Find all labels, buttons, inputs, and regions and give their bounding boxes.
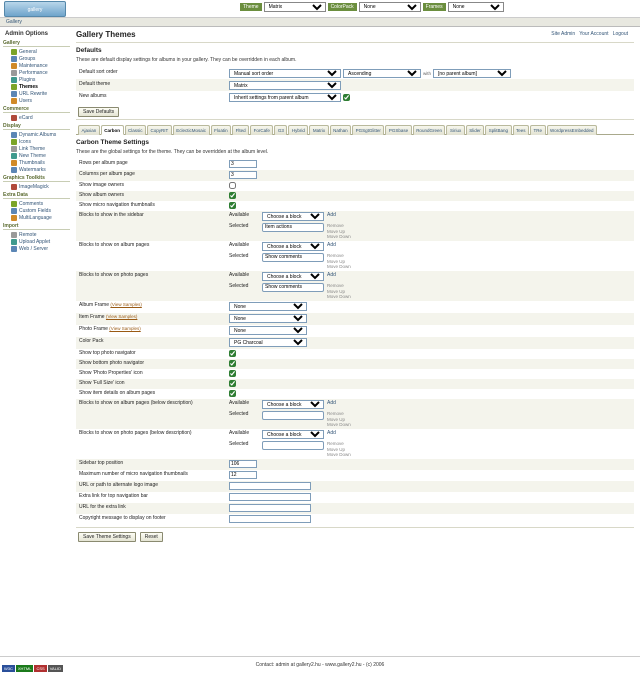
top-theme-controls bbox=[240, 2, 504, 12]
sidebar-top-position-input[interactable] bbox=[229, 460, 257, 468]
show-top-photo-nav-label: Show top photo navigator bbox=[79, 350, 136, 356]
tab-ajaxian[interactable]: Ajaxian bbox=[78, 125, 100, 135]
available-label: Available bbox=[229, 400, 250, 406]
photo-frame-select[interactable] bbox=[229, 326, 307, 335]
album-blocks-move-down-button[interactable]: Move Down bbox=[327, 264, 351, 269]
sidebar-item-label: Upload Applet bbox=[19, 238, 51, 245]
album-blocks-add-button[interactable]: Add bbox=[327, 242, 336, 248]
show-micro-nav-checkbox[interactable] bbox=[229, 202, 236, 209]
copyright-message-label: Copyright message to display on footer bbox=[79, 515, 166, 521]
sidebar-item-imagemagick[interactable] bbox=[9, 183, 70, 190]
sidebar-item-plugins[interactable] bbox=[9, 76, 70, 83]
available-label: Available bbox=[229, 430, 250, 436]
theme-switch-label: Theme bbox=[240, 3, 262, 11]
tab-slider[interactable]: Slider bbox=[466, 125, 485, 135]
sidebar-item-users[interactable] bbox=[9, 97, 70, 104]
album-below-add-button[interactable]: Add bbox=[327, 400, 336, 406]
tab-pgsgtglitter[interactable]: PGSgtGlitter bbox=[352, 125, 384, 135]
gallery-logo[interactable]: gallery bbox=[4, 1, 66, 17]
album-frame-label: Album Frame bbox=[79, 302, 110, 308]
photo-blocks-remove-button[interactable]: Remove bbox=[327, 283, 344, 288]
sidebar-item-label: Link Theme bbox=[19, 145, 46, 152]
tab-tre[interactable]: TRe bbox=[530, 125, 546, 135]
table-row bbox=[76, 211, 634, 241]
sidebar-item-label: eCard bbox=[19, 114, 33, 121]
tab-floatin[interactable]: Floatin bbox=[211, 125, 232, 135]
xhtml-badge[interactable]: XHTML bbox=[17, 666, 32, 671]
photo-blocks-available-select[interactable] bbox=[262, 272, 324, 281]
selected-label: Selected bbox=[229, 223, 249, 229]
table-row bbox=[76, 67, 634, 79]
new-albums-select[interactable] bbox=[229, 93, 341, 102]
user-icon bbox=[11, 98, 17, 104]
table-row bbox=[76, 470, 634, 481]
table-row bbox=[76, 191, 634, 201]
available-label: Available bbox=[229, 272, 250, 278]
watermark-icon bbox=[11, 167, 17, 173]
sidebar-group-extra-data bbox=[3, 192, 70, 221]
album-icon bbox=[11, 132, 17, 138]
sidebar-item-thumbnails[interactable] bbox=[9, 159, 70, 166]
photo-blocks-label: Blocks to show on photo pages bbox=[76, 271, 226, 301]
title-divider bbox=[76, 42, 634, 43]
remote-icon bbox=[11, 232, 17, 238]
sidebar-blocks-label: Blocks to show in the sidebar bbox=[76, 211, 226, 241]
table-row bbox=[76, 481, 634, 492]
sidebar-item-label: New Theme bbox=[19, 152, 46, 159]
new-theme-icon bbox=[11, 153, 17, 159]
sidebar-item-label: Comments bbox=[19, 200, 44, 207]
sidebar-item-label: Dynamic Albums bbox=[19, 131, 57, 138]
table-row bbox=[76, 492, 634, 503]
sidebar-item-url-rewrite[interactable] bbox=[9, 90, 70, 97]
album-blocks-selected-list[interactable] bbox=[262, 253, 324, 262]
defaults-form bbox=[76, 67, 634, 103]
sidebar-item-label: General bbox=[19, 48, 37, 55]
sidebar-blocks-move-down-button[interactable]: Move Down bbox=[327, 234, 351, 239]
album-blocks-available-select[interactable] bbox=[262, 242, 324, 251]
link-theme-icon bbox=[11, 146, 17, 152]
table-row bbox=[76, 313, 634, 325]
table-row bbox=[76, 399, 634, 429]
frames-switch-label: Frames bbox=[423, 3, 446, 11]
save-theme-settings-button[interactable]: Save Theme Settings bbox=[78, 532, 136, 542]
selected-label: Selected bbox=[229, 253, 249, 259]
album-blocks-remove-button[interactable]: Remove bbox=[327, 253, 344, 258]
photo-below-move-up-button[interactable]: Move Up bbox=[327, 446, 346, 452]
photo-frame-view-samples-link[interactable]: (View Samples) bbox=[109, 326, 141, 331]
table-row bbox=[76, 91, 634, 103]
theme-settings-heading: Carbon Theme Settings bbox=[76, 138, 149, 146]
sidebar-item-label: Maintenance bbox=[19, 62, 48, 69]
colorpack-switch-label: ColorPack bbox=[328, 3, 357, 11]
footer-text: Contact: admin at gallery2.hu - www.gallery2.hu - (c) 2006 bbox=[255, 662, 385, 668]
sidebar-item-label: Themes bbox=[19, 83, 38, 90]
show-photo-properties-checkbox[interactable] bbox=[229, 370, 236, 377]
thumbnail-icon bbox=[11, 160, 17, 166]
sidebar-item-dynamic-albums[interactable] bbox=[9, 131, 70, 138]
sidebar-item-label: ImageMagick bbox=[19, 183, 49, 190]
table-row bbox=[76, 359, 634, 369]
show-top-photo-nav-checkbox[interactable] bbox=[229, 350, 236, 357]
tab-pgsbase[interactable]: PGSbase bbox=[385, 125, 411, 135]
photo-blocks-move-up-button[interactable]: Move Up bbox=[327, 288, 346, 294]
sidebar-item-general[interactable] bbox=[9, 48, 70, 55]
theme-tabs bbox=[76, 124, 634, 135]
extra-link-input[interactable] bbox=[229, 493, 311, 501]
sidebar-group-graphics-toolkits bbox=[3, 175, 70, 190]
table-row bbox=[76, 503, 634, 514]
card-icon bbox=[11, 115, 17, 121]
album-below-move-up-button[interactable]: Move Up bbox=[327, 416, 346, 422]
sidebar-item-label: URL Rewrite bbox=[19, 90, 48, 97]
sidebar-group-display bbox=[3, 123, 70, 173]
sort-with-label: with bbox=[423, 70, 432, 76]
table-row bbox=[76, 325, 634, 337]
default-sort-order-select[interactable] bbox=[229, 69, 341, 78]
available-label: Available bbox=[229, 212, 250, 218]
table-row bbox=[76, 201, 634, 211]
sidebar-item-themes[interactable] bbox=[9, 83, 70, 90]
theme-icon bbox=[11, 84, 17, 90]
icons-icon bbox=[11, 139, 17, 145]
sidebar-item-performance[interactable] bbox=[9, 69, 70, 76]
tab-tees[interactable]: Tees bbox=[513, 125, 530, 135]
gear-icon bbox=[11, 49, 17, 55]
theme-settings-description: These are the global settings for the theme. They can be overridden at the album level. bbox=[76, 148, 269, 155]
item-frame-label: Item Frame bbox=[79, 314, 105, 320]
alt-logo-url-input[interactable] bbox=[229, 482, 311, 490]
color-pack-select[interactable] bbox=[229, 338, 307, 347]
tab-splitbang[interactable]: SplitBang bbox=[485, 125, 511, 135]
language-icon bbox=[11, 215, 17, 221]
columns-per-page-label: Columns per album page bbox=[76, 170, 226, 181]
sidebar-item-label: Custom Fields bbox=[19, 207, 51, 214]
tab-copyrit[interactable]: CopyRIT bbox=[147, 125, 172, 135]
show-full-size-checkbox[interactable] bbox=[229, 380, 236, 387]
table-row bbox=[76, 429, 634, 459]
copyright-message-input[interactable] bbox=[229, 515, 311, 523]
album-below-available-select[interactable] bbox=[262, 400, 324, 409]
sidebar-item-label: Performance bbox=[19, 69, 48, 76]
defaults-description: These are default display settings for albums in your gallery. They can be overridden in each album. bbox=[76, 57, 297, 63]
tab-siriux[interactable]: Siriux bbox=[446, 125, 464, 135]
sidebar-item-label: Groups bbox=[19, 55, 36, 62]
photo-blocks-selected-list[interactable] bbox=[262, 283, 324, 292]
table-row bbox=[76, 159, 634, 170]
sidebar-group-label: Extra Data bbox=[3, 192, 70, 199]
sidebar-item-label: Watermarks bbox=[19, 166, 46, 173]
main-content bbox=[72, 27, 640, 548]
table-row bbox=[76, 79, 634, 91]
sidebar-item-comments[interactable] bbox=[9, 200, 70, 207]
upload-icon bbox=[11, 239, 17, 245]
sidebar-blocks-move-up-button[interactable]: Move Up bbox=[327, 228, 346, 234]
album-below-desc-blocks-label: Blocks to show on album pages (below description) bbox=[76, 399, 226, 429]
table-row bbox=[76, 514, 634, 525]
css-badge[interactable]: CSS bbox=[36, 666, 45, 671]
breadcrumb-gallery-link[interactable]: Gallery bbox=[6, 19, 22, 25]
photo-below-remove-button[interactable]: Remove bbox=[327, 441, 344, 446]
tab-hybrid[interactable]: Hybrid bbox=[288, 125, 308, 135]
valid-badge[interactable]: VALID bbox=[49, 666, 61, 671]
table-row bbox=[76, 369, 634, 379]
show-image-owners-checkbox[interactable] bbox=[229, 182, 236, 189]
sidebar-group-import bbox=[3, 223, 70, 252]
sidebar-item-label: Web / Server bbox=[19, 245, 49, 252]
top-bar bbox=[0, 0, 640, 18]
sidebar-item-label: Icons bbox=[19, 138, 31, 145]
tab-wordpressembedded[interactable]: WordpressEmbedded bbox=[547, 125, 597, 135]
album-below-selected-list[interactable] bbox=[262, 411, 324, 420]
photo-below-move-down-button[interactable]: Move Down bbox=[327, 452, 351, 457]
max-micro-thumbs-label: Maximum number of micro navigation thumbnails bbox=[79, 471, 188, 477]
show-bottom-photo-nav-label: Show bottom photo navigator bbox=[76, 359, 226, 369]
tab-eclecticmosaic[interactable]: EclecticMosaic bbox=[173, 125, 210, 135]
item-frame-view-samples-link[interactable]: (View Samples) bbox=[105, 314, 138, 319]
tab-matrix[interactable]: Matrix bbox=[309, 125, 328, 135]
groups-icon bbox=[11, 56, 17, 62]
logout-link[interactable]: Logout bbox=[612, 31, 628, 37]
show-item-details-checkbox[interactable] bbox=[229, 390, 236, 397]
show-full-size-icon-label: Show 'Full Size' icon bbox=[76, 379, 226, 389]
extra-link-url-label: URL for the extra link bbox=[76, 503, 226, 514]
sidebar-item-groups[interactable] bbox=[9, 55, 70, 62]
tab-roundgreen[interactable]: RoundGreen bbox=[413, 125, 446, 135]
table-row bbox=[76, 181, 634, 191]
photo-below-selected-list[interactable] bbox=[262, 441, 324, 450]
album-below-remove-button[interactable]: Remove bbox=[327, 411, 344, 416]
sidebar-group-gallery bbox=[3, 40, 70, 104]
tab-g3[interactable]: G3 bbox=[274, 125, 287, 135]
album-frame-select[interactable] bbox=[229, 302, 307, 311]
sidebar-group-label: Commerce bbox=[3, 106, 70, 113]
sidebar-item-custom-fields[interactable] bbox=[9, 207, 70, 214]
show-image-owners-label: Show image owners bbox=[79, 182, 125, 188]
tab-carbon[interactable]: Carbon bbox=[101, 125, 124, 135]
available-label: Available bbox=[229, 242, 250, 248]
table-row bbox=[76, 170, 634, 181]
columns-per-page-input[interactable] bbox=[229, 171, 257, 179]
new-albums-inherit-checkbox[interactable] bbox=[343, 94, 350, 101]
sidebar-item-label: MultiLanguage bbox=[19, 214, 52, 221]
sidebar-blocks-add-button[interactable]: Add bbox=[327, 212, 336, 218]
validation-badges bbox=[2, 665, 63, 672]
default-sort-parent-select[interactable] bbox=[433, 69, 511, 78]
default-theme-select[interactable] bbox=[229, 81, 341, 90]
table-row bbox=[76, 301, 634, 313]
extra-link-url-input[interactable] bbox=[229, 504, 311, 512]
sidebar-item-link-theme[interactable] bbox=[9, 145, 70, 152]
photo-blocks-move-down-button[interactable]: Move Down bbox=[327, 294, 351, 299]
album-blocks-label: Blocks to show on album pages bbox=[79, 242, 150, 248]
rows-per-page-input[interactable] bbox=[229, 160, 257, 168]
tab-nathan[interactable]: Nathan bbox=[330, 125, 352, 135]
speed-icon bbox=[11, 70, 17, 76]
extra-link-label: Extra link for top navigation bar bbox=[79, 493, 148, 499]
photo-below-desc-blocks-label: Blocks to show on photo pages (below description) bbox=[79, 430, 192, 436]
plug-icon bbox=[11, 77, 17, 83]
colorpack-switch-select[interactable] bbox=[359, 2, 421, 12]
default-theme-label: Default theme bbox=[76, 79, 226, 91]
table-row bbox=[76, 271, 634, 301]
sidebar-item-web-server[interactable] bbox=[9, 245, 70, 252]
sidebar-group-label: Import bbox=[3, 223, 70, 230]
w3c-badge[interactable]: W3C bbox=[4, 666, 13, 671]
new-albums-label: New albums bbox=[79, 92, 107, 99]
photo-below-add-button[interactable]: Add bbox=[327, 430, 336, 436]
photo-frame-label: Photo Frame bbox=[79, 326, 108, 332]
sidebar-item-label: Thumbnails bbox=[19, 159, 45, 166]
your-account-link[interactable]: Your Account bbox=[579, 31, 609, 37]
show-bottom-photo-nav-checkbox[interactable] bbox=[229, 360, 236, 367]
sidebar-item-multilanguage[interactable] bbox=[9, 214, 70, 221]
show-album-owners-checkbox[interactable] bbox=[229, 192, 236, 199]
show-item-details-label: Show item details on album pages bbox=[79, 390, 156, 396]
show-album-owners-label: Show album owners bbox=[76, 191, 226, 201]
sidebar-title: Admin Options bbox=[5, 31, 48, 37]
sidebar-item-label: Plugins bbox=[19, 76, 36, 83]
field-icon bbox=[11, 208, 17, 214]
rows-per-page-label: Rows per album page bbox=[79, 160, 128, 166]
sidebar-group-label: Display bbox=[3, 123, 70, 130]
sidebar-item-maintenance[interactable] bbox=[9, 62, 70, 69]
sidebar-item-remote[interactable] bbox=[9, 231, 70, 238]
table-row bbox=[76, 241, 634, 271]
sidebar-group-label: Gallery bbox=[3, 40, 70, 47]
album-blocks-move-up-button[interactable]: Move Up bbox=[327, 258, 346, 264]
reset-button[interactable]: Reset bbox=[140, 532, 163, 542]
sidebar-blocks-available-select[interactable] bbox=[262, 212, 324, 221]
album-frame-view-samples-link[interactable]: (View Samples) bbox=[110, 302, 142, 307]
photo-below-available-select[interactable] bbox=[262, 430, 324, 439]
breadcrumb bbox=[0, 18, 640, 27]
server-icon bbox=[11, 246, 17, 252]
sidebar-item-label: Users bbox=[19, 97, 33, 104]
album-below-move-down-button[interactable]: Move Down bbox=[327, 422, 351, 427]
sidebar-blocks-selected-list[interactable] bbox=[262, 223, 324, 232]
link-icon bbox=[11, 91, 17, 97]
photo-blocks-add-button[interactable]: Add bbox=[327, 272, 336, 278]
theme-switch-select[interactable] bbox=[264, 2, 326, 12]
defaults-heading: Defaults bbox=[76, 47, 102, 54]
table-row bbox=[76, 379, 634, 389]
color-pack-label: Color Pack bbox=[76, 337, 226, 349]
sidebar-blocks-remove-button[interactable]: Remove bbox=[327, 223, 344, 228]
sidebar-group-commerce bbox=[3, 106, 70, 121]
comment-icon bbox=[11, 201, 17, 207]
sidebar-item-new-theme[interactable] bbox=[9, 152, 70, 159]
default-sort-direction-select[interactable] bbox=[343, 69, 421, 78]
table-row bbox=[76, 349, 634, 359]
item-frame-select[interactable] bbox=[229, 314, 307, 323]
sidebar-group-label: Graphics Toolkits bbox=[3, 175, 70, 182]
frames-switch-select[interactable] bbox=[448, 2, 504, 12]
page-body bbox=[0, 27, 640, 548]
sidebar-top-position-label: Sidebar top position bbox=[76, 459, 226, 470]
footer bbox=[0, 656, 640, 674]
tab-flted[interactable]: Flted bbox=[232, 125, 249, 135]
defaults-divider bbox=[76, 119, 634, 120]
sidebar-item-icons[interactable] bbox=[9, 138, 70, 145]
site-admin-link[interactable]: Site Admin bbox=[551, 31, 576, 37]
save-defaults-button[interactable]: Save Defaults bbox=[78, 107, 119, 117]
settings-divider bbox=[76, 527, 634, 528]
sidebar-item-watermarks[interactable] bbox=[9, 166, 70, 173]
table-row bbox=[76, 337, 634, 349]
tab-classic[interactable]: Classic bbox=[125, 125, 147, 135]
magick-icon bbox=[11, 184, 17, 190]
theme-settings-form bbox=[76, 159, 634, 525]
table-row bbox=[76, 389, 634, 399]
page-title: Gallery Themes bbox=[76, 30, 136, 39]
max-micro-thumbs-input[interactable] bbox=[229, 471, 257, 479]
selected-label: Selected bbox=[229, 283, 249, 289]
default-sort-order-label: Default sort order bbox=[79, 68, 118, 75]
tab-forcafe[interactable]: ForCafe bbox=[250, 125, 273, 135]
header-links bbox=[551, 31, 628, 37]
wrench-icon bbox=[11, 63, 17, 69]
show-micro-nav-label: Show micro navigation thumbnails bbox=[79, 202, 155, 208]
sidebar-item-label: Remote bbox=[19, 231, 37, 238]
sidebar-item-ecard[interactable] bbox=[9, 114, 70, 121]
sidebar-item-upload-applet[interactable] bbox=[9, 238, 70, 245]
sidebar bbox=[0, 27, 72, 256]
table-row bbox=[76, 459, 634, 470]
selected-label: Selected bbox=[229, 411, 249, 417]
selected-label: Selected bbox=[229, 441, 249, 447]
show-photo-properties-icon-label: Show 'Photo Properties' icon bbox=[79, 370, 143, 376]
alt-logo-url-label: URL or path to alternate logo image bbox=[76, 481, 226, 492]
